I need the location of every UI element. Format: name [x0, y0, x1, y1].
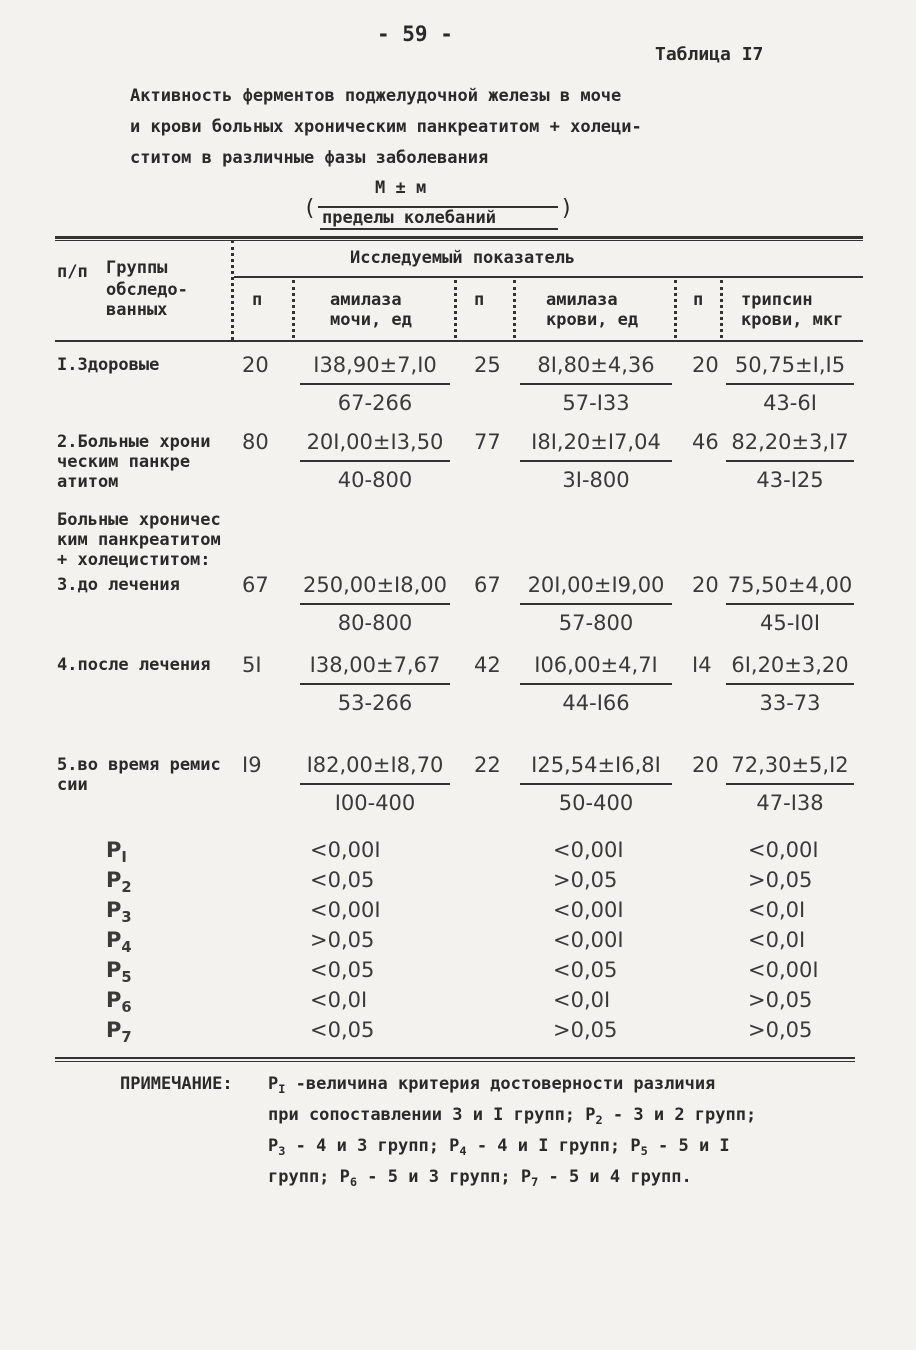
c1-header-1: амилаза: [330, 290, 402, 310]
c1-header-2: мочи, ед: [330, 310, 412, 330]
p-value: <0,0I: [748, 898, 806, 922]
n-header-2: п: [474, 290, 485, 310]
n-value: 67: [474, 573, 501, 597]
n-value: 20: [692, 753, 719, 777]
col-group-header-1: Группы: [106, 258, 168, 278]
p-value: <0,0I: [310, 988, 368, 1012]
p-value: >0,05: [748, 868, 813, 892]
p-label: $P_5$: [106, 958, 132, 987]
mean-value: I8I,20±I7,04: [531, 430, 661, 454]
n-value: 42: [474, 653, 501, 677]
mean-value: 72,30±5,I2: [731, 753, 849, 777]
subgroup-label-2: ким панкреатитом: [57, 530, 221, 550]
p-value: <0,00I: [553, 928, 624, 952]
p-value: >0,05: [553, 868, 618, 892]
n-value: 22: [474, 753, 501, 777]
mean-value: 20I,00±I9,00: [527, 573, 665, 597]
range-value: 43-I25: [756, 468, 824, 492]
n-header-1: п: [252, 290, 263, 310]
c2-header-2: крови, ед: [546, 310, 639, 330]
mean-value: I06,00±4,7I: [534, 653, 658, 677]
row-label: 3.до лечения: [57, 575, 180, 595]
col-group-header-3: ванных: [106, 300, 168, 320]
col-num-header: п/п: [57, 262, 88, 282]
n-value: 5I: [242, 653, 262, 677]
p-value: >0,05: [310, 928, 375, 952]
n-value: I9: [242, 753, 262, 777]
mean-value: 250,00±I8,00: [302, 573, 448, 597]
mean-value: 6I,20±3,20: [731, 653, 849, 677]
row-label: ческим панкре: [57, 452, 191, 472]
n-value: I4: [692, 653, 712, 677]
n-value: 20: [692, 573, 719, 597]
mean-value: I38,90±7,I0: [313, 353, 437, 377]
range-value: 45-I0I: [759, 611, 821, 635]
row-label: 4.после лечения: [57, 655, 211, 675]
c2-header-1: амилаза: [546, 290, 618, 310]
p-value: >0,05: [553, 1018, 618, 1042]
n-value: 46: [692, 430, 719, 454]
p-value: >0,05: [748, 1018, 813, 1042]
formula-close-paren: ): [560, 196, 574, 221]
p-value: <0,05: [310, 868, 375, 892]
range-value: 47-I38: [756, 791, 824, 815]
title-line-1: Активность ферментов поджелудочной железы в моче: [130, 86, 622, 106]
p-label: $P_2$: [106, 868, 132, 897]
n-value: 25: [474, 353, 501, 377]
subgroup-label-3: + холециститом:: [57, 550, 211, 570]
c3-header-1: трипсин: [741, 290, 813, 310]
range-value: 50-400: [558, 791, 634, 815]
range-value: 44-I66: [562, 691, 630, 715]
p-label: $P_4$: [106, 928, 132, 957]
range-value: 80-800: [337, 611, 413, 635]
range-value: 3I-800: [562, 468, 630, 492]
n-value: 67: [242, 573, 269, 597]
p-value: <0,00I: [553, 898, 624, 922]
p-value: <0,00I: [748, 958, 819, 982]
n-value: 77: [474, 430, 501, 454]
range-value: I00-400: [334, 791, 416, 815]
range-value: 53-266: [337, 691, 413, 715]
note-label: ПРИМЕЧАНИЕ:: [120, 1074, 233, 1094]
p-value: <0,0I: [553, 988, 611, 1012]
table-label: Таблица I7: [655, 44, 764, 65]
p-value: <0,00I: [310, 838, 381, 862]
p-label: $P_7$: [106, 1018, 132, 1047]
range-value: 40-800: [337, 468, 413, 492]
subgroup-label-1: Больные хроничес: [57, 510, 221, 530]
mean-value: 75,50±4,00: [727, 573, 853, 597]
note-line: $P_3 - 4$ и 3 групп; $P_4 - 4$ и I групп; $P_5 - 5$ и I: [268, 1136, 730, 1159]
mean-value: I25,54±I6,8I: [531, 753, 661, 777]
page-number: - 59 -: [377, 22, 453, 46]
n-header-3: п: [693, 290, 704, 310]
title-line-3: ститом в различные фазы заболевания: [130, 148, 489, 168]
n-value: 20: [242, 353, 269, 377]
mean-value: 82,20±3,I7: [731, 430, 849, 454]
mean-value: I82,00±I8,70: [306, 753, 444, 777]
p-label: $P_6$: [106, 988, 132, 1017]
col-group-header-2: обследо-: [106, 280, 188, 300]
range-value: 57-800: [558, 611, 634, 635]
formula-denominator: пределы колебаний: [322, 208, 496, 228]
p-value: >0,05: [748, 988, 813, 1012]
p-value: <0,00I: [553, 838, 624, 862]
n-value: 20: [692, 353, 719, 377]
p-value: <0,0I: [748, 928, 806, 952]
range-value: 33-73: [759, 691, 821, 715]
n-value: 80: [242, 430, 269, 454]
row-label: I.Здоровые: [57, 355, 160, 375]
formula-open-paren: (: [303, 196, 317, 221]
p-value: <0,00I: [310, 898, 381, 922]
note-line: $P_I$ -величина критерия достоверности различия: [268, 1074, 716, 1097]
mean-value: 20I,00±I3,50: [306, 430, 444, 454]
mean-value: I38,00±7,67: [309, 653, 441, 677]
range-value: 67-266: [337, 391, 413, 415]
mean-value: 50,75±I,I5: [734, 353, 846, 377]
mean-value: 8I,80±4,36: [537, 353, 655, 377]
row-label: атитом: [57, 472, 119, 492]
c3-header-2: крови, мкг: [741, 310, 844, 330]
note-line: групп; $P_6 - 5$ и 3 групп; $P_7 - 5$ и 4 групп.: [268, 1167, 692, 1190]
range-value: 43-6I: [763, 391, 817, 415]
p-label: $P_3$: [106, 898, 132, 927]
row-label: 2.Больные хрони: [57, 432, 211, 452]
p-value: <0,05: [310, 958, 375, 982]
row-label: 5.во время ремис: [57, 755, 221, 775]
indicator-header: Исследуемый показатель: [350, 248, 576, 268]
title-line-2: и крови больных хроническим панкреатитом + холеци-: [130, 117, 642, 137]
p-value: <0,05: [553, 958, 618, 982]
formula-numerator: M ± м: [375, 178, 427, 198]
p-value: <0,05: [310, 1018, 375, 1042]
range-value: 57-I33: [562, 391, 630, 415]
p-value: <0,00I: [748, 838, 819, 862]
note-line: при сопоставлении 3 и I групп; $P_2 - 3$ и 2 групп;: [268, 1105, 757, 1128]
p-label: $P_I$: [106, 838, 127, 867]
row-label: сии: [57, 775, 88, 795]
